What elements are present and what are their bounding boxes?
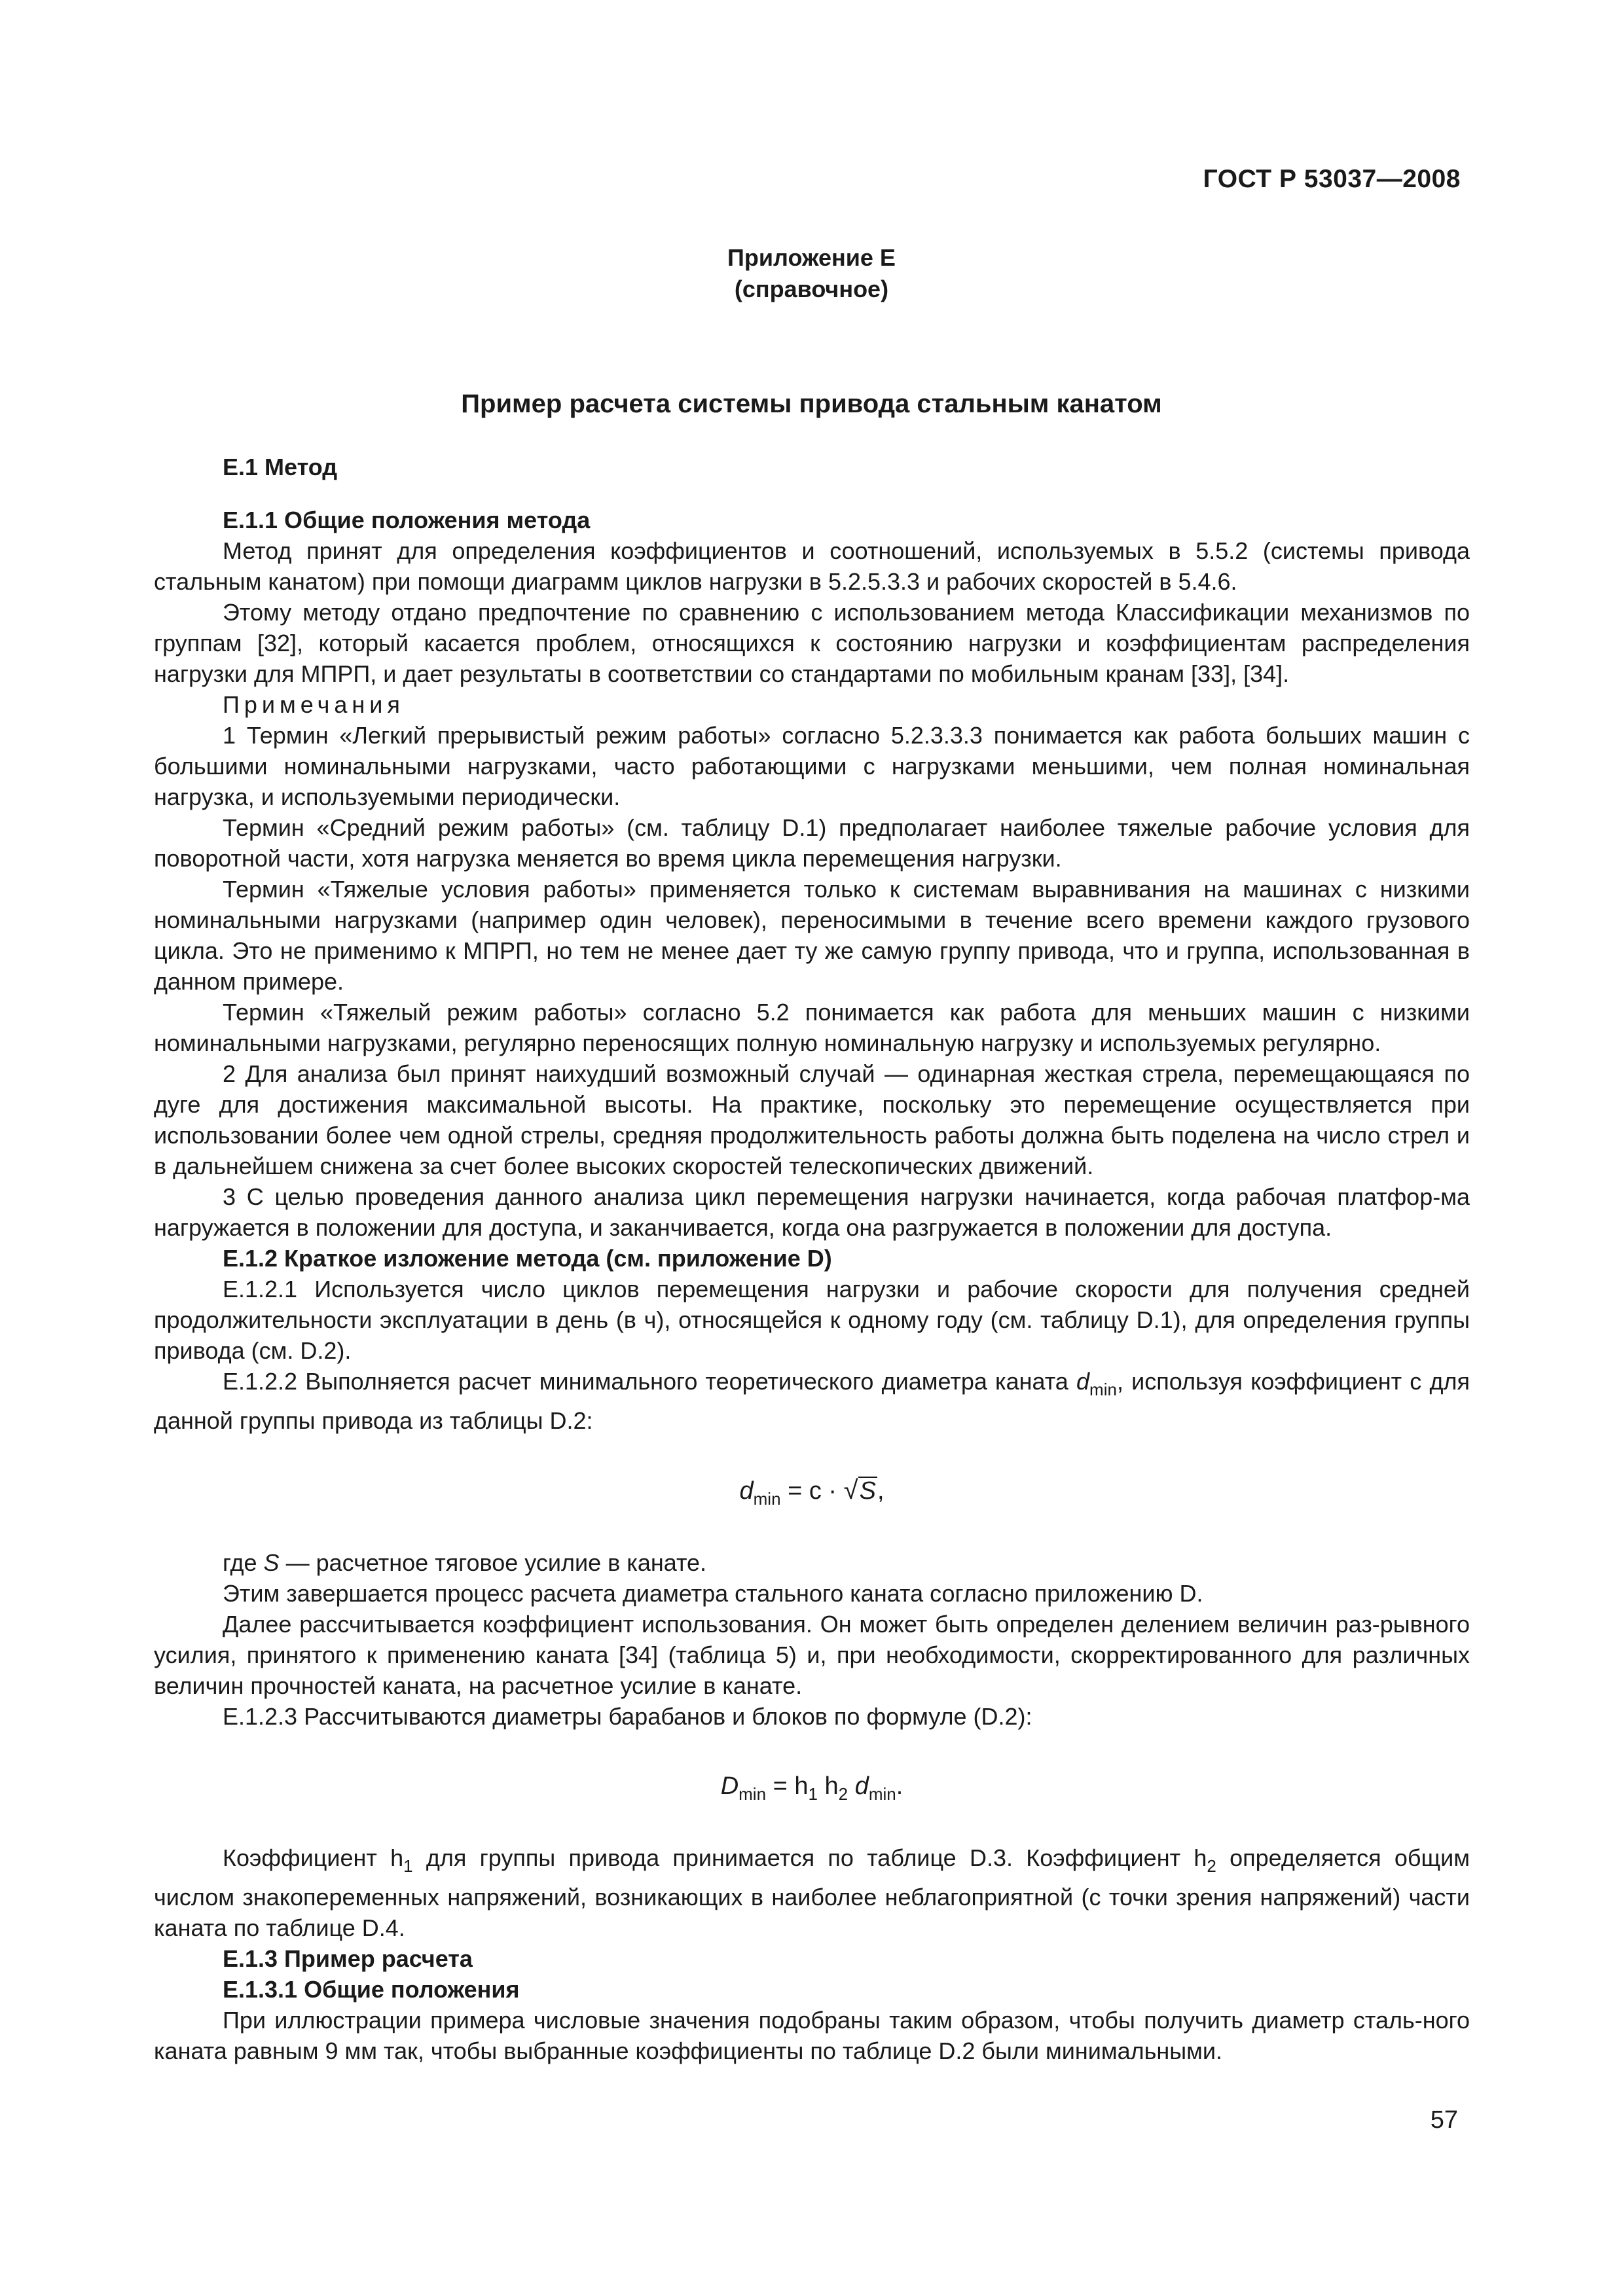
document-body — [154, 452, 1470, 2066]
paragraph: При иллюстрации примера числовые значения подобраны таким образом, чтобы получить диаметр сталь-ного каната равным 9 мм так, чтобы выбранные коэффициенты по таблице D.2 были минимальными. — [154, 2007, 1470, 2064]
page-title: Пример расчета системы привода стальным канатом — [461, 389, 1162, 418]
paragraph: Далее рассчитывается коэффициент использования. Он может быть определен делением величин раз-рывного усилия, принятого к применению каната [34] (таблица 5) и, при необходимости, скорректированного для различных величин прочностей каната, на расчетное усилие в канате. — [154, 1611, 1470, 1699]
paragraph: Е.1.2.2 Выполняется расчет минимального теоретического диаметра каната $d_{min}$, используя коэффициент с для данной группы привода из таблицы D.2: — [154, 1368, 1470, 1434]
paragraph: Метод принят для определения коэффициентов и соотношений, используемых в 5.5.2 (системы привода стальным канатом) при помощи диаграмм циклов нагрузки в 5.2.5.3.3 и рабочих скоростей в 5.4.6. — [154, 537, 1470, 595]
appendix-type: (справочное) — [734, 276, 889, 302]
radicand: S — [859, 1477, 876, 1505]
notes-heading: Примечания — [223, 691, 405, 718]
formula-Dmin: $D_{min} = h_1$ $h_2$ $d_{min}$. — [720, 1772, 903, 1804]
standard-code: ГОСТ Р 53037—2008 — [1203, 165, 1461, 193]
note-paragraph: 2 Для анализа был принят наихудший возможный случай — одинарная жесткая стрела, перемещающаяся по дуге для достижения максимальной высоты. На практике, поскольку это перемещение осуществляется при использовании более чем одной стрелы, средняя продолжительность работы должна быть поделена на число стрел и в дальнейшем снижена за счет более высоких скоростей телескопических движений. — [154, 1060, 1470, 1179]
section-heading-e131: Е.1.3.1 Общие положения — [223, 1976, 520, 2003]
square-root-sign: √ — [843, 1476, 858, 1505]
paragraph: Этому методу отдано предпочтение по сравнению с использованием метода Классификации механизмов по группам [32], который касается проблем, относящихся к состоянию нагрузки и коэффициентам распределения нагрузки для МПРП, и дает результаты в соответствии со стандартами по мобильным кранам [33], [34]. — [154, 599, 1470, 687]
note-paragraph: 1 Термин «Легкий прерывистый режим работы» согласно 5.2.3.3.3 понимается как работа больших машин с большими номинальными нагрузками, часто работающими с нагрузками меньшими, чем полная номинальная нагрузка, и используемыми периодически. — [154, 722, 1470, 810]
paragraph: где S — расчетное тяговое усилие в канате. — [223, 1549, 707, 1576]
note-paragraph: Термин «Тяжелый режим работы» согласно 5.2 понимается как работа для меньших машин с низкими номинальными нагрузками, регулярно переносящих полную номинальную нагрузку и используемых регулярно. — [154, 999, 1470, 1056]
section-heading-e11: Е.1.1 Общие положения метода — [223, 507, 591, 533]
page-number: 57 — [1430, 2106, 1458, 2134]
note-paragraph: Термин «Средний режим работы» (см. таблицу D.1) предполагает наиболее тяжелые рабочие условия для поворотной части, хотя нагрузка меняется во время цикла перемещения нагрузки. — [154, 814, 1470, 872]
note-paragraph: Термин «Тяжелые условия работы» применяется только к системам выравнивания на машинах с низкими номинальными нагрузками (например один человек), переносимыми в течение всего времени каждого грузового цикла. Это не применимо к МПРП, но тем не менее дает ту же самую группу привода, что и группа, использованная в данном примере. — [154, 876, 1470, 995]
paragraph: Е.1.2.3 Рассчитываются диаметры барабанов и блоков по формуле (D.2): — [223, 1703, 1032, 1730]
appendix-title: Приложение Е — [727, 244, 896, 271]
paragraph: Е.1.2.1 Используется число циклов перемещения нагрузки и рабочие скорости для получения средней продолжительности эксплуатации в день (в ч), относящейся к одному году (см. таблицу D.1), для определения группы привода (см. D.2). — [154, 1276, 1470, 1364]
section-heading-e1: Е.1 Метод — [223, 454, 338, 480]
paragraph: Этим завершается процесс расчета диаметра стального каната согласно приложению D. — [223, 1580, 1203, 1607]
paragraph: Коэффициент $h_1$ для группы привода принимается по таблице D.3. Коэффициент $h_2$ определяется общим числом знакопеременных напряжений, возникающих в наиболее неблагоприятной (с точки зрения напряжений) части каната по таблице D.4. — [154, 1844, 1470, 1941]
formula-dmin: $d_{min} = c \cdot √S$, — [739, 1476, 884, 1509]
section-heading-e13: Е.1.3 Пример расчета — [223, 1945, 473, 1972]
section-heading-e12: Е.1.2 Краткое изложение метода (см. приложение D) — [223, 1245, 832, 1272]
note-paragraph: 3 С целью проведения данного анализа цикл перемещения нагрузки начинается, когда рабочая платфор-ма нагружается в положении для доступа, и заканчивается, когда она разгружается в положении для доступа. — [154, 1183, 1470, 1241]
appendix-label — [0, 242, 1623, 305]
